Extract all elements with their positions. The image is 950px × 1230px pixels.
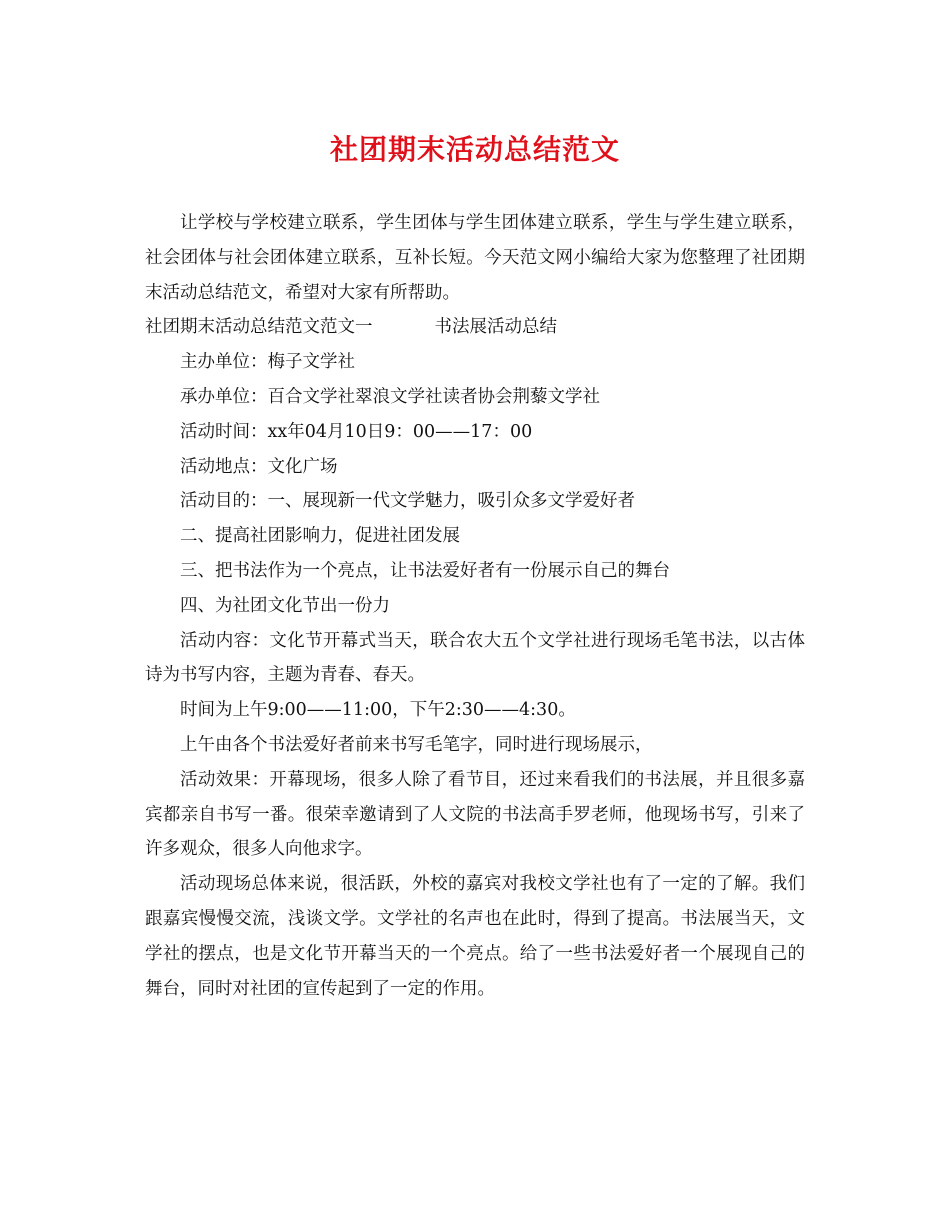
section-heading: 社团期末活动总结范文范文一 [145,317,373,338]
purpose-line-3: 三、把书法作为一个亮点，让书法爱好者有一份展示自己的舞台 [180,560,670,581]
purpose-line-4: 四、为社团文化节出一份力 [180,595,390,616]
section-heading-line [145,310,805,345]
morning-line: 上午由各个书法爱好者前来书写毛笔字，同时进行现场展示， [180,734,653,755]
section-subheading: 书法展活动总结 [434,317,557,338]
co-organizer-line: 承办单位：百合文学社翠浪文学社读者协会荆藜文学社 [180,386,600,407]
organizer-line: 主办单位：梅子文学社 [180,352,355,373]
content-paragraph: 活动内容：文化节开幕式当天，联合农大五个文学社进行现场毛笔书法，以古体诗为书写内容，主题为青春、春天。 [145,630,805,686]
document-body [145,206,805,1006]
purpose-line-2: 二、提高社团影响力，促进社团发展 [180,526,460,547]
purpose-line-1: 活动目的：一、展现新一代文学魅力，吸引众多文学爱好者 [180,491,635,512]
schedule-line: 时间为上午9:00——11:00，下午2:30——4:30。 [180,700,576,721]
location-line: 活动地点：文化广场 [180,456,338,477]
time-line: 活动时间：xx年04月10日9：00——17：00 [180,421,533,442]
intro-paragraph: 让学校与学校建立联系，学生团体与学生团体建立联系，学生与学生建立联系，社会团体与社会团体建立联系，互补长短。今天范文网小编给大家为您整理了社团期末活动总结范文，希望对大家有所帮助。 [145,213,805,303]
summary-paragraph: 活动现场总体来说，很活跃，外校的嘉宾对我校文学社也有了一定的了解。我们跟嘉宾慢慢交流，浅谈文学。文学社的名声也在此时，得到了提高。书法展当天，文学社的摆点，也是文化节开幕当天的一个亮点。给了一些书法爱好者一个展现自己的舞台，同时对社团的宣传起到了一定的作用。 [145,874,805,999]
effect-paragraph: 活动效果：开幕现场，很多人除了看节目，还过来看我们的书法展，并且很多嘉宾都亲自书写一番。很荣幸邀请到了人文院的书法高手罗老师，他现场书写，引来了许多观众，很多人向他求字。 [145,769,805,860]
document-title: 社团期末活动总结范文 [329,133,620,166]
